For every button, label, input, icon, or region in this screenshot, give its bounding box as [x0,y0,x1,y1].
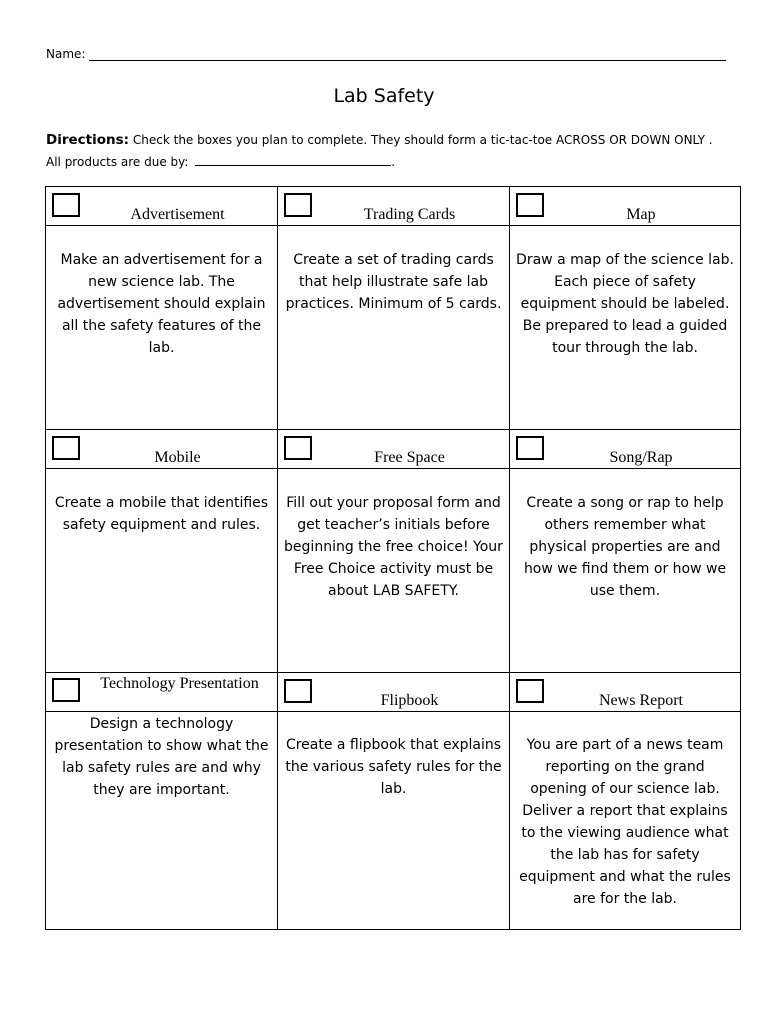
checkbox[interactable] [284,436,312,460]
cell-title: Song/Rap [609,449,673,466]
choice-cell-song-rap [510,430,740,673]
cell-header-divider [278,711,509,712]
directions-label: Directions: [46,132,130,148]
cell-title: Advertisement [130,206,225,223]
choice-cell-mobile [46,430,278,673]
cell-title: Free Space [374,449,445,466]
cell-header-divider [510,711,740,712]
cell-header-divider [278,225,509,226]
page-title: Lab Safety [333,85,435,107]
cell-title: Trading Cards [363,206,456,223]
due-date-blank[interactable] [195,153,391,166]
checkbox[interactable] [516,436,544,460]
choice-cell-flipbook [278,673,510,929]
cell-header-divider [278,468,509,469]
cell-header-divider [46,225,277,226]
checkbox[interactable] [516,193,544,217]
cell-header-divider [46,711,277,712]
cell-title: Map [626,206,656,223]
choice-cell-technology-presentation [46,673,278,929]
choice-cell-free-space [278,430,510,673]
cell-header-divider [510,468,740,469]
cell-description: Create a mobile that identifies safety equipment and rules. [54,495,269,533]
cell-description: You are part of a news team reporting on the grand opening of our science lab. Deliver a report that explains to the viewing audience what the lab has for safety equipment and what the rules are for the lab. [519,737,731,907]
cell-description: Make an advertisement for a new science lab. The advertisement should explain all the safety features of the lab. [57,252,266,356]
choice-cell-advertisement [46,187,278,430]
cell-header-divider [510,225,740,226]
cell-description: Create a song or rap to help others remember what physical properties are and how we find them or how we use them. [523,495,727,599]
checkbox[interactable] [52,678,80,702]
checkbox[interactable] [516,679,544,703]
cell-title: Flipbook [380,692,439,709]
checkbox[interactable] [52,193,80,217]
cell-title: News Report [599,692,683,709]
due-label: All products are due by: [46,155,189,169]
checkbox[interactable] [284,193,312,217]
directions [46,129,736,173]
choice-cell-map [510,187,740,430]
cell-description: Fill out your proposal form and get teacher’s initials before beginning the free choice! Your Free Choice activity must be about LAB SAFETY. [284,495,503,599]
cell-header-divider [46,468,277,469]
name-blank[interactable] [89,48,726,61]
cell-description: Draw a map of the science lab. Each piece of safety equipment should be labeled. Be prepared to lead a guided tour through the lab. [516,252,734,356]
cell-title: Technology Presentation [100,675,259,692]
due-suffix: . [391,155,396,169]
checkbox[interactable] [284,679,312,703]
name-field-line[interactable] [46,47,726,61]
cell-title: Mobile [154,449,201,466]
directions-text: Check the boxes you plan to complete. They should form a tic-tac-toe ACROSS OR DOWN ONLY . [132,133,713,147]
checkbox[interactable] [52,436,80,460]
cell-description: Create a set of trading cards that help illustrate safe lab practices. Minimum of 5 cards. [285,252,502,312]
choice-cell-trading-cards [278,187,510,430]
cell-description: Design a technology presentation to show what the lab safety rules are and why they are important. [54,716,269,798]
name-label: Name: [46,47,86,61]
choice-cell-news-report [510,673,740,929]
tic-tac-toe-board [45,186,741,930]
cell-description: Create a flipbook that explains the various safety rules for the lab. [285,737,502,797]
